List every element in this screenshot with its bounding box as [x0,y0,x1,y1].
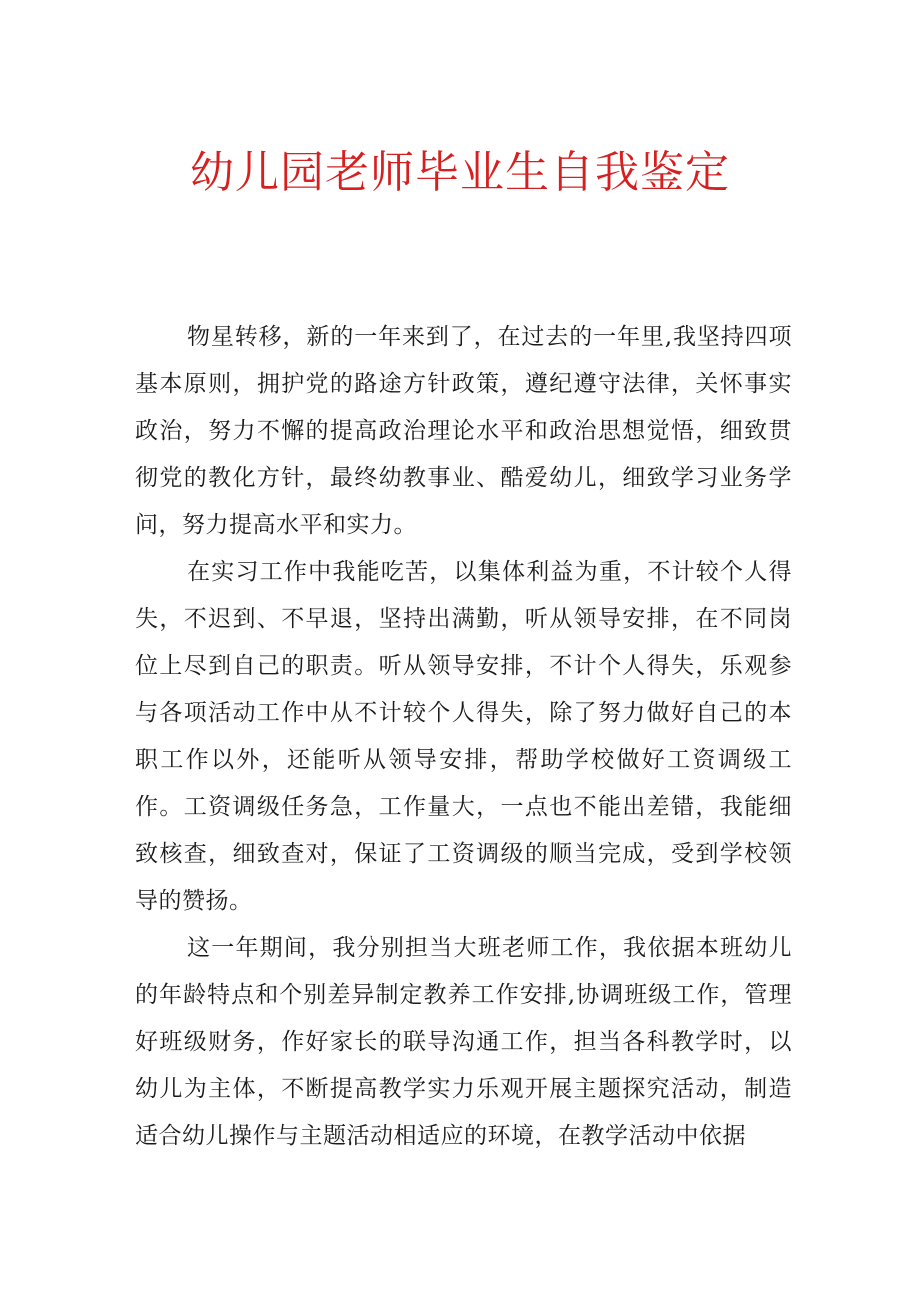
paragraph-3: 这一年期间，我分别担当大班老师工作，我依据本班幼儿的年龄特点和个别差异制定教养工作安排,协调班级工作，管理好班级财务，作好家长的联导沟通工作，担当各科教学时，以幼儿为主体，不断提高教学实力乐观开展主题探究活动，制造适合幼儿操作与主题活动相适应的环境，在教学活动中依据 [135,935,792,1149]
paragraph-2: 在实习工作中我能吃苦，以集体利益为重，不计较个人得失，不迟到、不早退，坚持出满勤，听从领导安排，在不同岗位上尽到自己的职责。听从领导安排，不计个人得失，乐观参与各项活动工作中从不计较个人得失，除了努力做好自己的本职工作以外，还能听从领导安排，帮助学校做好工资调级工作。工资调级任务急，工作量大，一点也不能出差错，我能细致核查，细致查对，保证了工资调级的顺当完成，受到学校领导的赞扬。 [135,559,792,914]
document-title: 幼儿园老师毕业生自我鉴定 [190,147,730,198]
paragraph-1: 物星转移，新的一年来到了，在过去的一年里,我坚持四项基本原则，拥护党的路途方针政策，遵纪遵守法律，关怀事实政治，努力不懈的提高政治理论水平和政治思想觉悟，细致贯彻党的教化方针，最终幼教事业、酷爱幼儿，细致学习业务学问，努力提高水平和实力。 [135,324,792,538]
document-body [135,314,792,1160]
